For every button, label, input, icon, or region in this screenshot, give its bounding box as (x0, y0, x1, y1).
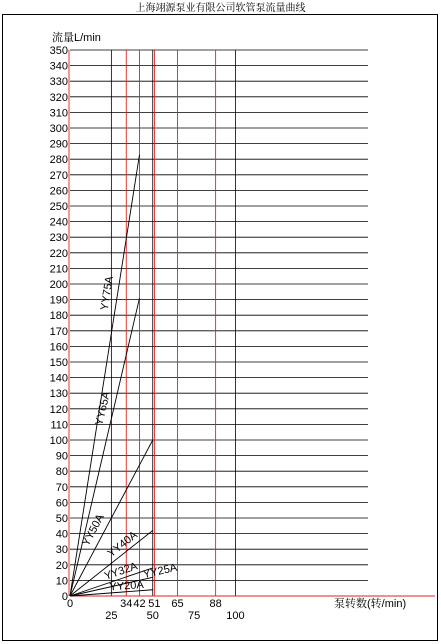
y-tick-label: 220 (49, 247, 68, 260)
y-tick-label: 150 (49, 357, 68, 369)
series-label-yy40a: YY40A (105, 529, 140, 560)
x-tick-label: 50 (146, 610, 159, 622)
y-tick-label: 60 (55, 497, 68, 510)
series-label-yy32a: YY32A (102, 560, 140, 583)
series-label-yy25a: YY25A (142, 561, 179, 582)
y-tick-label: 270 (49, 169, 68, 182)
y-tick-label: 300 (49, 123, 68, 135)
y-tick-label: 160 (49, 341, 68, 354)
x-tick-label: 75 (187, 610, 201, 622)
x-tick-label: 25 (105, 610, 118, 622)
y-tick-label: 180 (49, 310, 68, 323)
x-tick-label: 51 (148, 598, 161, 610)
y-tick-label: 50 (55, 513, 68, 525)
x-tick-label: 42 (133, 598, 146, 610)
series-label-yy20a: YY20A (109, 578, 145, 594)
y-axis-label: 流量L/min (52, 32, 101, 44)
y-tick-label: 20 (55, 559, 68, 572)
series-line-yy65a (70, 298, 140, 596)
y-tick-label: 90 (55, 450, 68, 463)
x-tick-label: 0 (66, 598, 74, 610)
series-label-yy75a: YY75A (98, 275, 116, 312)
x-tick-label: 65 (171, 598, 184, 610)
y-tick-label: 350 (49, 45, 68, 57)
y-tick-label: 210 (49, 263, 68, 276)
y-tick-label: 70 (55, 481, 68, 494)
y-tick-label: 120 (49, 403, 68, 416)
series-label-yy50a: YY50A (80, 512, 107, 549)
series-label-yy65a: YY65A (93, 390, 113, 427)
y-tick-label: 280 (49, 154, 68, 167)
y-tick-label: 250 (49, 201, 68, 213)
x-tick-label: 100 (226, 610, 245, 622)
y-tick-label: 310 (49, 107, 68, 120)
y-tick-label: 290 (49, 138, 68, 151)
x-tick-label: 88 (209, 598, 222, 610)
y-tick-label: 340 (49, 60, 68, 73)
y-tick-label: 10 (55, 575, 68, 588)
y-tick-label: 110 (50, 419, 68, 432)
y-tick-label: 0 (61, 591, 68, 603)
y-tick-label: 140 (49, 372, 68, 385)
y-tick-label: 320 (49, 91, 68, 104)
y-tick-label: 230 (49, 232, 68, 245)
chart-title: 上海翊源泵业有限公司软管泵流量曲线 (135, 3, 306, 14)
y-tick-label: 100 (49, 435, 68, 447)
y-tick-label: 30 (55, 544, 68, 557)
y-tick-label: 170 (49, 325, 68, 338)
y-tick-label: 190 (49, 294, 68, 307)
y-tick-label: 40 (55, 528, 68, 541)
y-tick-label: 200 (49, 279, 68, 291)
y-tick-label: 260 (49, 185, 68, 198)
y-tick-label: 80 (55, 466, 68, 479)
x-tick-label: 34 (120, 598, 133, 610)
y-tick-label: 130 (49, 388, 68, 401)
x-axis-label: 泵转数(转/min) (334, 598, 407, 610)
y-tick-label: 240 (49, 216, 68, 229)
y-tick-label: 330 (49, 76, 68, 89)
